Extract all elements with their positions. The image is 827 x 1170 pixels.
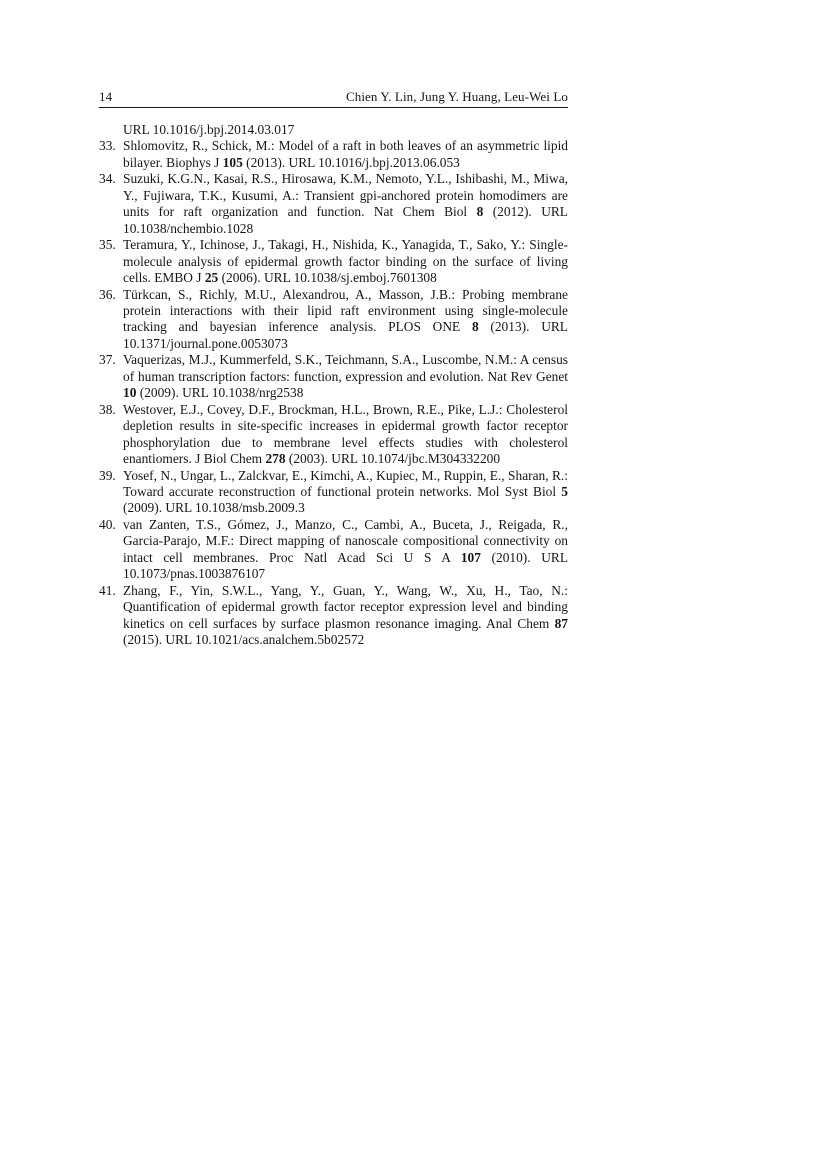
reference-text — [123, 237, 568, 285]
reference-text — [123, 402, 568, 466]
reference-number: 38. — [99, 401, 116, 417]
reference-text-segment: Yosef, N., Ungar, L., Zalckvar, E., Kimchi, A., Kupiec, M., Ruppin, E., Sharan, R.: Toward accurate reconstruction of functional protein networks. Mol Syst Biol — [123, 467, 568, 499]
reference-volume-number: 25 — [204, 270, 219, 286]
references-section — [99, 122, 568, 649]
reference-number: 36. — [99, 286, 116, 302]
reference-text-segment: (2003). URL 10.1074/jbc.M304332200 — [285, 451, 501, 467]
reference-text-segment: Vaquerizas, M.J., Kummerfeld, S.K., Teichmann, S.A., Luscombe, N.M.: A census of human transcription factors: function, expression and evolution. Nat Rev Genet — [123, 352, 568, 384]
reference-volume-number: 8 — [471, 319, 479, 335]
reference-item — [99, 138, 568, 171]
reference-text-segment: Shlomovitz, R., Schick, M.: Model of a raft in both leaves of an asymmetric lipid bilayer. Biophys J — [123, 138, 568, 170]
reference-text — [123, 287, 568, 351]
reference-item — [99, 468, 568, 517]
reference-item — [99, 237, 568, 286]
reference-volume-number: 87 — [554, 615, 568, 631]
reference-continuation-line: URL 10.1016/j.bpj.2014.03.017 — [123, 122, 295, 137]
reference-text — [123, 517, 568, 581]
reference-text-segment: Türkcan, S., Richly, M.U., Alexandrou, A., Masson, J.B.: Probing membrane protein interactions with their lipid raft environment using single-molecule tracking and bayesian inference analysis. PLOS ONE — [123, 286, 568, 335]
reference-item — [99, 171, 568, 237]
reference-text-segment: Teramura, Y., Ichinose, J., Takagi, H., Nishida, K., Yanagida, T., Sako, Y.: Single-molecule analysis of epidermal growth factor binding on the surface of living cells. EMBO J — [123, 237, 568, 286]
reference-text-segment: Zhang, F., Yin, S.W.L., Yang, Y., Guan, Y., Wang, W., Xu, H., Tao, N.: Quantification of epidermal growth factor receptor expression level and binding kinetics on cell surfaces by surface plasmon resonance imaging. Anal Chem — [123, 582, 568, 631]
reference-item — [99, 517, 568, 583]
reference-volume-number: 5 — [561, 483, 568, 499]
page-number: 14 — [99, 89, 113, 104]
reference-text-segment: van Zanten, T.S., Gómez, J., Manzo, C., Cambi, A., Buceta, J., Reigada, R., Garcia-Parajo, M.F.: Direct mapping of nanoscale compositional connectivity on intact cell membranes. Proc Natl Acad Sci U S A — [123, 516, 568, 565]
reference-number: 40. — [99, 516, 116, 532]
reference-text — [123, 171, 568, 235]
reference-text-segment: (2006). URL 10.1038/sj.emboj.7601308 — [218, 270, 437, 286]
reference-text-segment: (2015). URL 10.1021/acs.analchem.5b02572 — [123, 632, 365, 648]
reference-text-segment: (2009). URL 10.1038/msb.2009.3 — [123, 500, 305, 516]
reference-number: 41. — [99, 582, 116, 598]
reference-item — [99, 402, 568, 468]
reference-text — [123, 583, 568, 647]
reference-volume-number: 107 — [460, 549, 481, 565]
reference-text-segment: Suzuki, K.G.N., Kasai, R.S., Hirosawa, K.M., Nemoto, Y.L., Ishibashi, M., Miwa, Y., Fujiwara, T.K., Kusumi, A.: Transient gpi-anchored protein homodimers are units for raft organization and function. Nat Chem Biol — [123, 171, 568, 220]
reference-text-segment: (2010). URL 10.1073/pnas.1003876107 — [123, 549, 568, 582]
reference-text — [123, 352, 568, 400]
reference-text-segment: (2013). URL 10.1371/journal.pone.0053073 — [123, 319, 568, 351]
reference-number: 37. — [99, 352, 116, 368]
reference-item — [99, 287, 568, 353]
reference-text-segment: (2009). URL 10.1038/nrg2538 — [136, 385, 304, 401]
reference-text-segment: Westover, E.J., Covey, D.F., Brockman, H.L., Brown, R.E., Pike, L.J.: Cholesterol depletion results in site-specific increases in epidermal growth factor receptor phosphorylation due to membrane level effects studies with cholesterol enantiomers. J Biol Chem — [123, 401, 568, 467]
reference-number: 39. — [99, 467, 116, 483]
reference-text-segment: (2013). URL 10.1016/j.bpj.2013.06.053 — [242, 154, 460, 170]
reference-list — [99, 138, 568, 648]
reference-volume-number: 278 — [265, 451, 286, 467]
reference-text — [123, 138, 568, 169]
reference-volume-number: 10 — [123, 385, 137, 401]
running-header — [99, 89, 568, 104]
reference-text-segment: (2012). URL 10.1038/nchembio.1028 — [123, 204, 568, 236]
reference-item — [99, 583, 568, 649]
reference-volume-number: 8 — [476, 204, 484, 220]
reference-number: 34. — [99, 171, 116, 187]
reference-text — [123, 468, 568, 516]
running-header-authors: Chien Y. Lin, Jung Y. Huang, Leu-Wei Lo — [345, 89, 568, 104]
reference-item — [99, 352, 568, 401]
header-rule — [99, 107, 568, 108]
reference-number: 35. — [99, 237, 116, 253]
reference-number: 33. — [99, 138, 116, 154]
reference-volume-number: 105 — [222, 154, 243, 170]
